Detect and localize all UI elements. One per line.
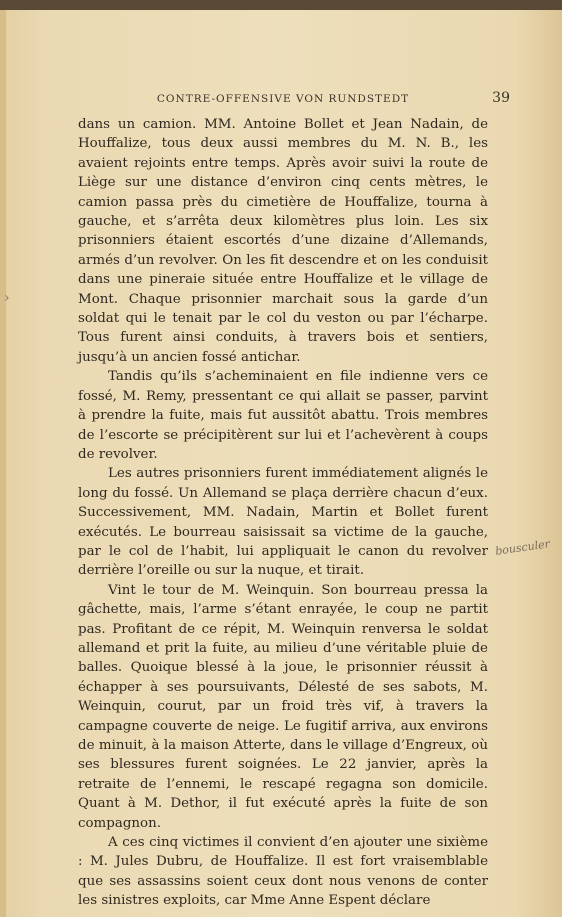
scan-top-edge (0, 0, 562, 10)
paragraph-1: dans un camion. MM. Antoine Bollet et Jean Nadain, de Houffalize, tous deux aussi membres du M. N. B., les avaient rejoints entre temps. Après avoir suivi la route de Liège sur une distance d’environ cinq cents mètres, le camion passa près du cimetière de Houffalize, tourna à gauche, et s’arrêta deux kilomètres plus loin. Les six prisonniers étaient escortés d’une dizaine d’Allemands, armés d’un revolver. On les fit descendre et on les conduisit dans une pineraie située entre Houffalize et le village de Mont. Chaque prisonnier marchait sous la garde d’un soldat qui le tenait par le col du veston ou par l’écharpe. Tous furent ainsi conduits, à travers bois et sentiers, jusqu’à un ancien fossé antichar. (78, 117, 488, 365)
body-text (78, 115, 488, 911)
margin-mark-icon: › (4, 290, 10, 306)
paragraph-5: A ces cinq victimes il convient d’en ajouter une sixième : M. Jules Dubru, de Houffalize. Il est fort vraisemblable que ses assassins soient ceux dont nous venons de conter les sinistres exploits, car Mme Anne Espent déclare (78, 835, 488, 909)
paragraph-3: Les autres prisonniers furent immédiatement alignés le long du fossé. Un Allemand se plaça derrière chacun d’eux. Successivement, MM. Nadain, Martin et Bollet furent exécutés. Le bourreau saisissait sa victime de la gauche, par le col de l’habit, lui appliquait le canon du revolver derrière l’oreille ou sur la nuque, et tirait. (78, 466, 488, 579)
scan-left-edge (0, 10, 6, 917)
running-header: CONTRE-OFFENSIVE VON RUNDSTEDT (156, 93, 410, 105)
page-number: 39 (492, 90, 510, 106)
handwritten-margin-note: bousculer (494, 537, 551, 558)
paragraph-2: Tandis qu’ils s’acheminaient en file indienne vers ce fossé, M. Remy, pressentant ce qui allait se passer, parvint à prendre la fuite, mais fut aussitôt abattu. Trois membres de l’escorte se précipitèrent sur lui et l’achevèrent à coups de revolver. (78, 369, 488, 462)
paragraph-4: Vint le tour de M. Weinquin. Son bourreau pressa la gâchette, mais, l’arme s’étant enrayée, le coup ne partit pas. Profitant de ce répit, M. Weinquin renversa le soldat allemand et prit la fuite, au milieu d’une véritable pluie de balles. Quoique blessé à la joue, le prisonnier réussit à échapper à ses poursuivants, Délesté de ses sabots, M. Weinquin, courut, par un froid très vif, à travers la campagne couverte de neige. Le fugitif arriva, aux environs de minuit, à la maison Atterte, dans le village d’Engreux, où ses blessures furent soignées. Le 22 janvier, après la retraite de l’ennemi, le rescapé regagna son domicile. Quant à M. Dethor, il fut exécuté après la fuite de son compagnon. (78, 582, 488, 831)
